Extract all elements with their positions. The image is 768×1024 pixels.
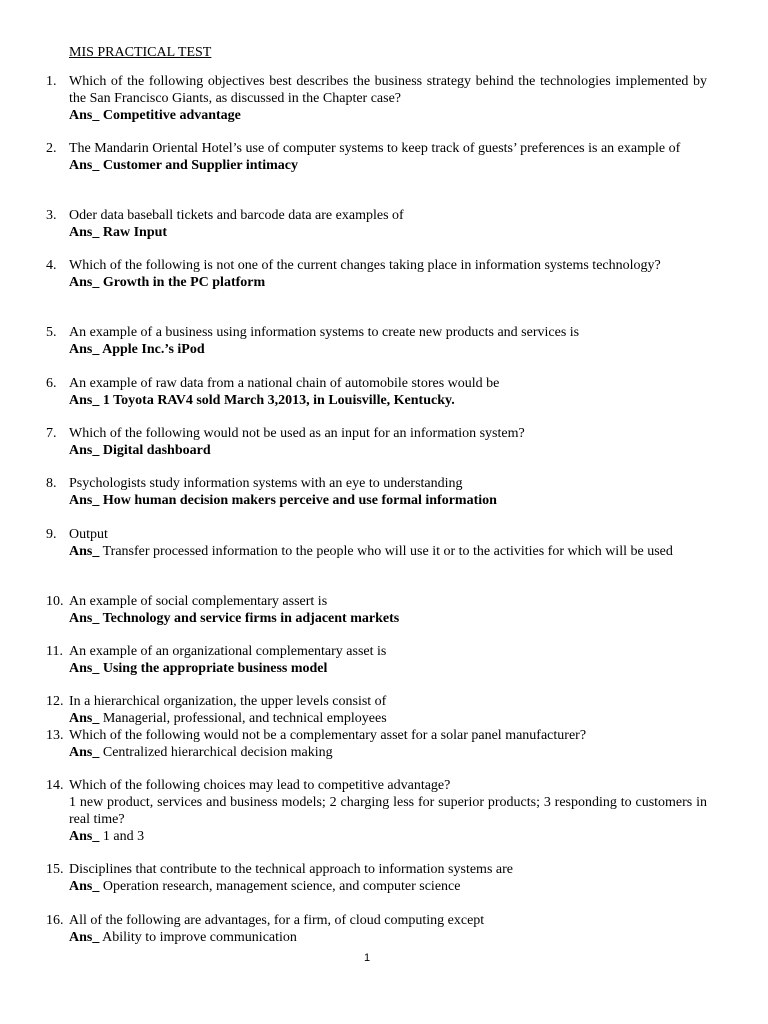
question-item — [0, 257, 768, 291]
question-number: 14. — [46, 778, 64, 793]
question-number: 3. — [46, 208, 57, 223]
answer-text: 1 Toyota RAV4 sold March 3,2013, in Louisville, Kentucky. — [102, 393, 455, 408]
answer-text: Managerial, professional, and technical employees — [102, 711, 387, 726]
answer-line — [69, 828, 707, 845]
answer-line — [69, 543, 707, 560]
question-text: Disciplines that contribute to the technical approach to information systems are — [69, 862, 513, 877]
question-text: Psychologists study information systems with an eye to understanding — [69, 476, 463, 491]
answer-label: Ans_ — [69, 342, 100, 357]
answer-line — [69, 392, 707, 409]
question-item — [0, 324, 768, 358]
question-text: All of the following are advantages, for a firm, of cloud computing except — [69, 913, 485, 928]
answer-line — [69, 107, 707, 124]
question-item — [0, 207, 768, 241]
answer-text: Using the appropriate business model — [102, 661, 328, 676]
question-number: 11. — [46, 644, 63, 659]
question-item — [0, 526, 768, 560]
question-text: Oder data baseball tickets and barcode data are examples of — [69, 208, 404, 223]
answer-text: Ability to improve communication — [102, 930, 297, 945]
question-number: 7. — [46, 426, 57, 441]
answer-text: Digital dashboard — [102, 443, 211, 458]
question-text: Output — [69, 527, 108, 542]
answer-text: Raw Input — [102, 225, 168, 240]
answer-text: Competitive advantage — [102, 108, 241, 123]
question-number: 4. — [46, 258, 57, 273]
question-item — [0, 375, 768, 409]
question-number: 16. — [46, 913, 64, 928]
question-text: The Mandarin Oriental Hotel’s use of computer systems to keep track of guests’ preferences is an example of — [69, 141, 681, 156]
answer-label: Ans_ — [69, 930, 100, 945]
question-item — [0, 475, 768, 509]
answer-line — [69, 224, 707, 241]
question-item — [0, 643, 768, 677]
answer-label: Ans_ — [69, 158, 100, 173]
answer-label: Ans_ — [69, 225, 100, 240]
question-text: An example of an organizational complementary asset is — [69, 644, 387, 659]
answer-text: Technology and service firms in adjacent markets — [102, 611, 400, 626]
question-item — [0, 727, 768, 761]
question-text: Which of the following choices may lead to competitive advantage? — [69, 778, 451, 793]
answer-text: Customer and Supplier intimacy — [102, 158, 298, 173]
answer-label: Ans_ — [69, 493, 100, 508]
answer-label: Ans_ — [69, 661, 100, 676]
answer-label: Ans_ — [69, 108, 100, 123]
question-text: An example of a business using information systems to create new products and services is — [69, 325, 580, 340]
answer-label: Ans_ — [69, 879, 100, 894]
question-text: Which of the following would not be a complementary asset for a solar panel manufacturer? — [69, 728, 587, 743]
question-choices: 1 new product, services and business models; 2 charging less for superior products; 3 responding to customers in real time? — [69, 795, 707, 827]
question-item — [0, 693, 768, 727]
question-text: An example of raw data from a national chain of automobile stores would be — [69, 376, 500, 391]
answer-line — [69, 710, 707, 727]
question-number: 13. — [46, 728, 64, 743]
question-number: 12. — [46, 694, 64, 709]
question-number: 5. — [46, 325, 57, 340]
answer-line — [69, 744, 707, 761]
question-number: 8. — [46, 476, 57, 491]
answer-line — [69, 442, 707, 459]
question-number: 2. — [46, 141, 57, 156]
answer-label: Ans_ — [69, 711, 100, 726]
question-number: 10. — [46, 594, 64, 609]
answer-line — [69, 274, 707, 291]
answer-text: Apple Inc.’s iPod — [102, 342, 205, 357]
answer-text: Centralized hierarchical decision making — [102, 745, 333, 760]
question-item — [0, 861, 768, 895]
document-title: MIS PRACTICAL TEST — [69, 45, 212, 60]
page-number: 1 — [363, 952, 371, 964]
answer-text: Operation research, management science, and computer science — [102, 879, 461, 894]
question-text: In a hierarchical organization, the upper levels consist of — [69, 694, 387, 709]
answer-line — [69, 660, 707, 677]
answer-line — [69, 929, 707, 946]
question-text: Which of the following is not one of the current changes taking place in information systems technology? — [69, 258, 661, 273]
answer-label: Ans_ — [69, 275, 100, 290]
question-text: Which of the following objectives best describes the business strategy behind the technologies implemented by the San Francisco Giants, as discussed in the Chapter case? — [69, 74, 707, 106]
question-number: 1. — [46, 74, 57, 89]
question-text: An example of social complementary assert is — [69, 594, 328, 609]
question-item — [0, 73, 768, 124]
answer-text: 1 and 3 — [102, 829, 145, 844]
answer-label: Ans_ — [69, 393, 100, 408]
answer-label: Ans_ — [69, 829, 100, 844]
answer-text: Transfer processed information to the people who will use it or to the activities for which will be used — [102, 544, 673, 559]
question-item — [0, 912, 768, 946]
question-number: 6. — [46, 376, 57, 391]
answer-line — [69, 878, 707, 895]
answer-text: Growth in the PC platform — [102, 275, 266, 290]
question-number: 15. — [46, 862, 64, 877]
question-item — [0, 425, 768, 459]
answer-line — [69, 157, 707, 174]
answer-line — [69, 610, 707, 627]
answer-label: Ans_ — [69, 611, 100, 626]
answer-label: Ans_ — [69, 443, 100, 458]
answer-label: Ans_ — [69, 745, 100, 760]
answer-text: How human decision makers perceive and use formal information — [102, 493, 497, 508]
answer-line — [69, 492, 707, 509]
question-item — [0, 593, 768, 627]
answer-label: Ans_ — [69, 544, 100, 559]
question-item — [0, 777, 768, 845]
question-text: Which of the following would not be used as an input for an information system? — [69, 426, 525, 441]
answer-line — [69, 341, 707, 358]
question-item — [0, 140, 768, 174]
question-number: 9. — [46, 527, 57, 542]
